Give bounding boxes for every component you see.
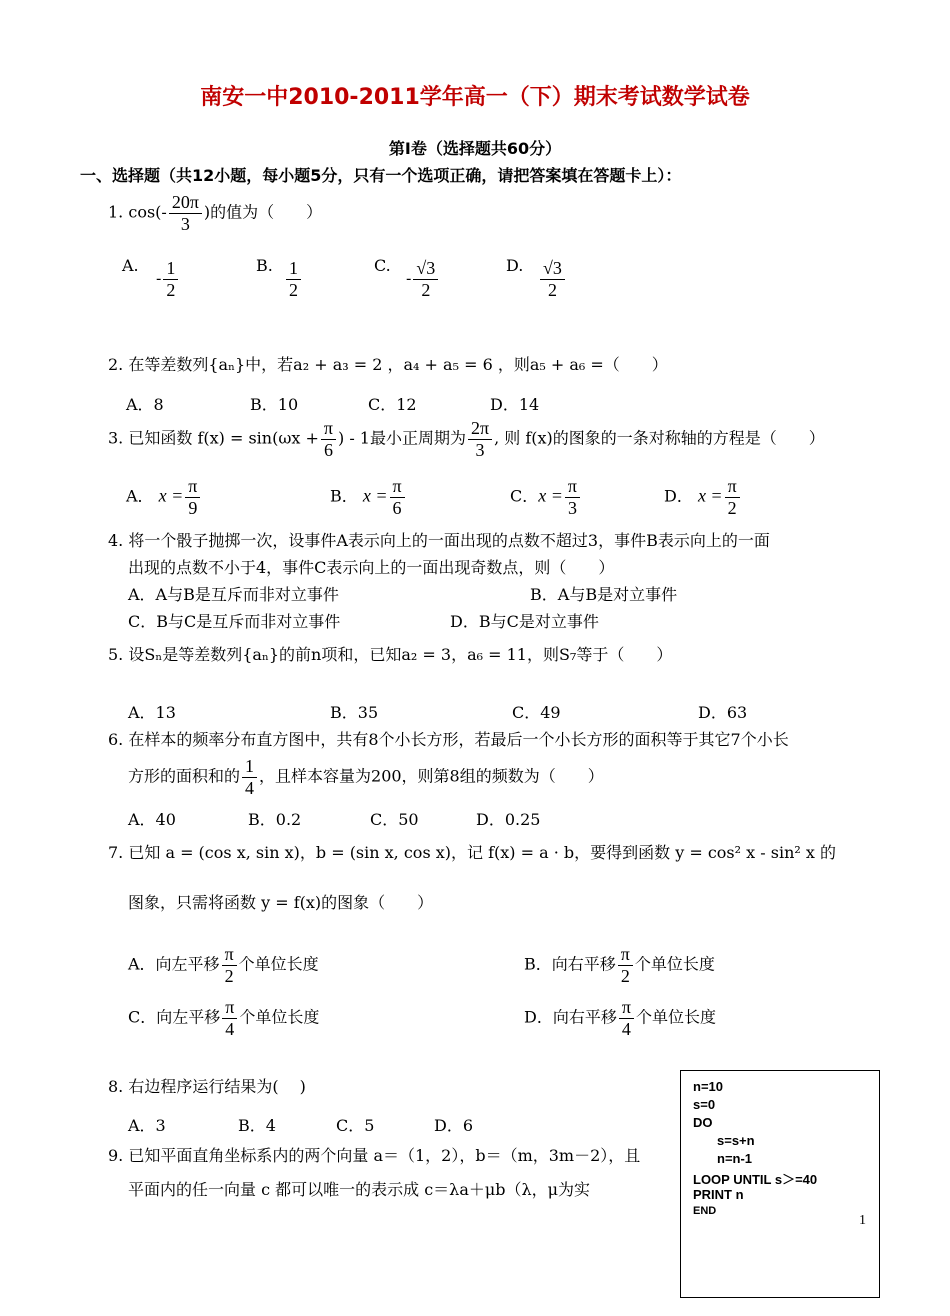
question-2: 2. 在等差数列{aₙ}中，若a₂ + a₃ = 2 ，a₄ + a₅ = 6 ，则a₅ + a₆ =（ ） xyxy=(108,355,668,374)
question-8: 8. 右边程序运行结果为( ) xyxy=(108,1077,306,1096)
q3-option-a: A． x = $\frac{\pi}{9}$ xyxy=(126,476,202,518)
question-9-line-2: 平面内的任一向量 c 都可以唯一的表示成 c＝λa＋μb（λ，μ为实 xyxy=(128,1180,591,1199)
q7-option-b: B．向右平移 $\frac{\pi}{2}$ 个单位长度 xyxy=(524,944,715,986)
question-3: 3. 已知函数 f(x) = sin(ωx + $\frac{\pi}{6}$ ) - 1最小正周期为 $\frac{2\pi}{3}$ , 则 f(x)的图象的一条对称轴的方程是（ ） xyxy=(108,418,825,460)
q3-option-d: D． x = $\frac{\pi}{2}$ xyxy=(664,476,742,518)
q7-option-d: D．向右平移 $\frac{\pi}{4}$ 个单位长度 xyxy=(524,997,716,1039)
program-box xyxy=(680,1070,880,1298)
question-4-line-2: 出现的点数不小于4，事件C表示向上的一面出现奇数点，则（ ） xyxy=(128,558,615,577)
code-line: LOOP UNTIL s＞=40 xyxy=(693,1172,818,1187)
q1-option-b: B. xyxy=(256,256,273,275)
code-line: PRINT n xyxy=(693,1187,744,1202)
code-line: s=0 xyxy=(693,1097,716,1112)
q6-option-c: C．50 xyxy=(370,810,419,829)
q1-option-d: D. xyxy=(506,256,524,275)
q1-option-c: C. xyxy=(374,256,391,275)
code-line: n=10 xyxy=(693,1079,723,1094)
q1-option-a: A. xyxy=(122,256,139,275)
question-9-line-1: 9. 已知平面直角坐标系内的两个向量 a＝（1，2），b＝（m，3m－2），且 xyxy=(108,1146,641,1165)
page-number: 1 xyxy=(859,1213,866,1228)
q2-option-b: B．10 xyxy=(250,395,299,414)
q4-option-c: C．B与C是互斥而非对立事件 xyxy=(128,612,341,631)
q4-option-a: A．A与B是互斥而非对立事件 xyxy=(128,585,339,604)
q1-option-c-value: - $\frac{√3}{2}$ xyxy=(406,258,440,300)
q4-option-d: D．B与C是对立事件 xyxy=(450,612,599,631)
fraction: $\frac{20\pi}{3}$ xyxy=(169,192,202,234)
q2-option-c: C．12 xyxy=(368,395,417,414)
q8-option-c: C．5 xyxy=(336,1116,375,1135)
q7-option-a: A．向左平移 $\frac{\pi}{2}$ 个单位长度 xyxy=(128,944,319,986)
question-6-line-1: 6. 在样本的频率分布直方图中，共有8个小长方形，若最后一个小长方形的面积等于其它7个小长 xyxy=(108,730,789,749)
question-7-line-1: 7. 已知 a = (cos x, sin x)，b = (sin x, cos x)，记 f(x) = a · b，要得到函数 y = cos² x - sin² x 的 xyxy=(108,843,836,862)
q6-option-b: B．0.2 xyxy=(248,810,302,829)
q5-option-c: C．49 xyxy=(512,703,561,722)
q5-option-b: B．35 xyxy=(330,703,379,722)
question-1: 1. cos(- $\frac{20\pi}{3}$ )的值为（ ） xyxy=(108,192,323,234)
code-line: s=s+n xyxy=(717,1133,755,1148)
q1-option-d-value: $\frac{√3}{2}$ xyxy=(538,258,567,300)
q5-option-a: A．13 xyxy=(128,703,176,722)
q6-option-a: A．40 xyxy=(128,810,176,829)
part-title: 第Ⅰ卷（选择题共60分） xyxy=(388,139,562,158)
q1-option-b-value: $\frac{1}{2}$ xyxy=(284,258,303,300)
q2-option-a: A．8 xyxy=(126,395,164,414)
q4-option-b: B．A与B是对立事件 xyxy=(530,585,678,604)
question-4-line-1: 4. 将一个骰子抛掷一次，设事件A表示向上的一面出现的点数不超过3，事件B表示向上的一面 xyxy=(108,531,770,550)
question-7-line-2: 图象，只需将函数 y = f(x)的图象（ ） xyxy=(128,893,434,912)
q3-option-c: C．x = $\frac{\pi}{3}$ xyxy=(510,476,582,518)
code-line: n=n-1 xyxy=(717,1151,753,1166)
page-title: 南安一中2010-2011学年高一（下）期末考试数学试卷 xyxy=(200,85,750,110)
q8-option-d: D．6 xyxy=(434,1116,474,1135)
q3-option-b: B． x = $\frac{\pi}{6}$ xyxy=(330,476,407,518)
q7-option-c: C．向左平移 $\frac{\pi}{4}$ 个单位长度 xyxy=(128,997,320,1039)
question-5: 5. 设Sₙ是等差数列{aₙ}的前n项和，已知a₂ = 3，a₆ = 11，则S₇等于（ ） xyxy=(108,645,673,664)
q6-option-d: D．0.25 xyxy=(476,810,541,829)
section-heading: 一、选择题（共12小题，每小题5分，只有一个选项正确，请把答案填在答题卡上）： xyxy=(80,166,682,185)
q8-option-a: A．3 xyxy=(128,1116,166,1135)
code-line: DO xyxy=(693,1115,713,1130)
q5-option-d: D．63 xyxy=(698,703,748,722)
q2-option-d: D．14 xyxy=(490,395,540,414)
code-line: END xyxy=(693,1205,717,1217)
q8-option-b: B．4 xyxy=(238,1116,276,1135)
q1-option-a-value: - $\frac{1}{2}$ xyxy=(156,258,180,300)
question-6-line-2: 方形的面积和的 $\frac{1}{4}$ ，且样本容量为200，则第8组的频数为（ ） xyxy=(128,756,604,798)
